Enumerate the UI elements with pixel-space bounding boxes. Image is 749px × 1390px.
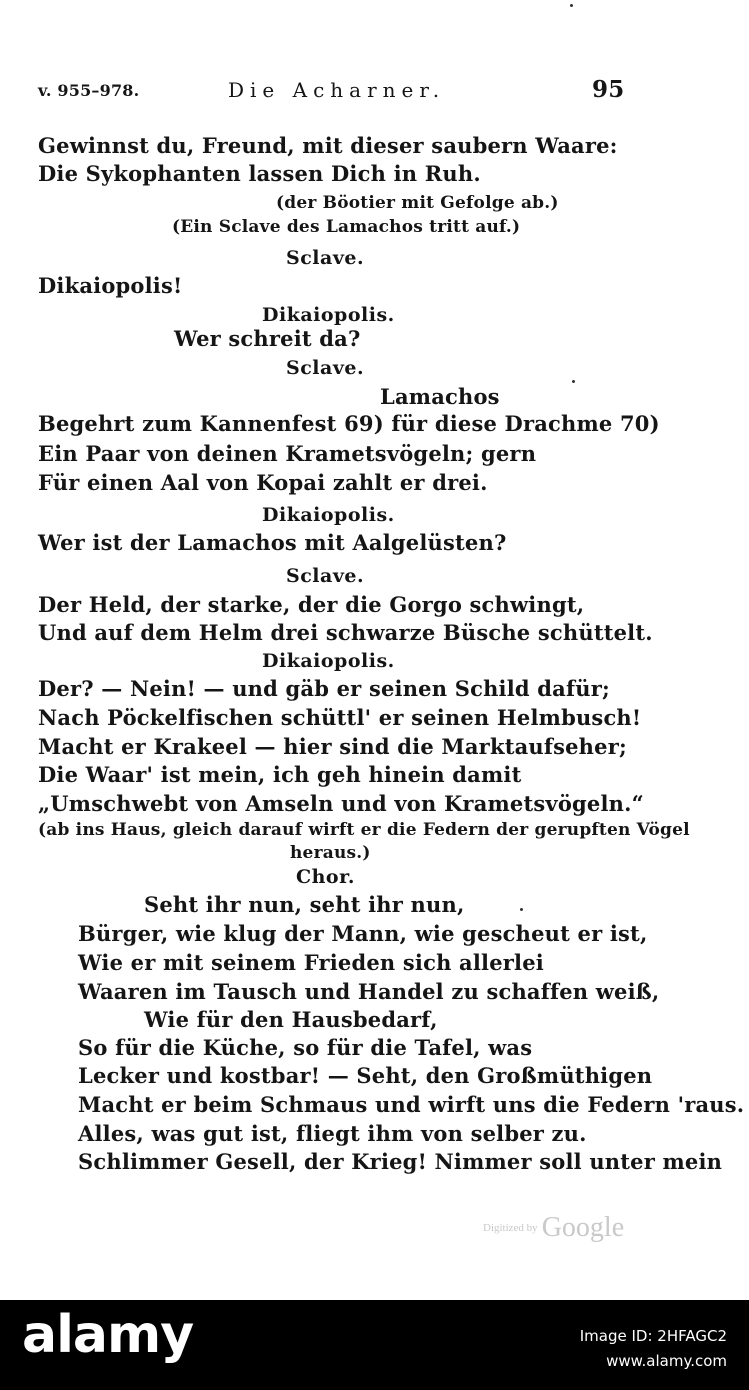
verse-line: So für die Küche, so für die Tafel, was bbox=[78, 1035, 533, 1060]
verse-line: Wer schreit da? bbox=[174, 326, 361, 351]
stage-direction: (ab ins Haus, gleich darauf wirft er die Federn der gerupften Vögel bbox=[38, 820, 690, 840]
verse-line: Alles, was gut ist, fliegt ihm von selber zu. bbox=[78, 1121, 587, 1146]
speaker-name: Chor. bbox=[296, 866, 355, 888]
verse-line: Lecker und kostbar! — Seht, den Großmüthigen bbox=[78, 1063, 653, 1088]
verse-line: Macht er Krakeel — hier sind die Marktaufseher; bbox=[38, 734, 627, 759]
verse-line: Seht ihr nun, seht ihr nun, bbox=[144, 892, 465, 917]
alamy-url: www.alamy.com bbox=[606, 1352, 727, 1370]
verse-line: Der Held, der starke, der die Gorgo schwingt, bbox=[38, 592, 585, 617]
digitized-by-text: Digitized by bbox=[483, 1222, 538, 1234]
print-speck bbox=[570, 4, 573, 7]
speaker-name: Dikaiopolis. bbox=[262, 304, 395, 326]
stage-direction: (Ein Sclave des Lamachos tritt auf.) bbox=[172, 217, 521, 237]
verse-line: Begehrt zum Kannenfest 69) für diese Drachme 70) bbox=[38, 411, 660, 436]
verse-line: Macht er beim Schmaus und wirft uns die Federn 'raus. bbox=[78, 1092, 745, 1117]
speaker-name: Sclave. bbox=[286, 357, 365, 379]
stage-direction: (der Böotier mit Gefolge ab.) bbox=[276, 193, 559, 213]
verse-line: Wer ist der Lamachos mit Aalgelüsten? bbox=[38, 530, 507, 555]
verse-line: Gewinnst du, Freund, mit dieser saubern Waare: bbox=[38, 133, 618, 158]
verse-line: Die Sykophanten lassen Dich in Ruh. bbox=[38, 161, 481, 186]
speaker-name: Dikaiopolis. bbox=[262, 650, 395, 672]
verse-line: Für einen Aal von Kopai zahlt er drei. bbox=[38, 470, 488, 495]
print-speck bbox=[520, 908, 523, 911]
verse-line: Lamachos bbox=[380, 384, 500, 409]
page-title: Die Acharner. bbox=[228, 78, 446, 102]
print-speck bbox=[572, 380, 575, 383]
verse-line: Schlimmer Gesell, der Krieg! Nimmer soll unter mein bbox=[78, 1149, 723, 1174]
verse-line: Wie er mit seinem Frieden sich allerlei bbox=[78, 950, 544, 975]
verse-line: Nach Pöckelfischen schüttl' er seinen Helmbusch! bbox=[38, 705, 642, 730]
verse-line: Und auf dem Helm drei schwarze Büsche schüttelt. bbox=[38, 620, 653, 645]
verse-line: Waaren im Tausch und Handel zu schaffen weiß, bbox=[78, 979, 660, 1004]
stage-direction: heraus.) bbox=[290, 843, 371, 863]
verse-line: „Umschwebt von Amseln und von Krametsvögeln.“ bbox=[38, 791, 644, 816]
verse-line: Dikaiopolis! bbox=[38, 273, 183, 298]
verse-range: v. 955–978. bbox=[38, 81, 140, 100]
speaker-name: Dikaiopolis. bbox=[262, 504, 395, 526]
alamy-logo: alamy bbox=[22, 1305, 194, 1365]
verse-line: Wie für den Hausbedarf, bbox=[144, 1007, 438, 1032]
page-number: 95 bbox=[592, 76, 625, 103]
speaker-name: Sclave. bbox=[286, 565, 365, 587]
google-logo: Google bbox=[541, 1212, 625, 1243]
image-id: Image ID: 2HFAGC2 bbox=[579, 1327, 727, 1345]
digitized-by-google-watermark bbox=[483, 1212, 624, 1244]
verse-line: Die Waar' ist mein, ich geh hinein damit bbox=[38, 762, 522, 787]
speaker-name: Sclave. bbox=[286, 247, 365, 269]
verse-line: Ein Paar von deinen Krametsvögeln; gern bbox=[38, 441, 537, 466]
verse-line: Bürger, wie klug der Mann, wie gescheut er ist, bbox=[78, 921, 648, 946]
verse-line: Der? — Nein! — und gäb er seinen Schild dafür; bbox=[38, 676, 610, 701]
